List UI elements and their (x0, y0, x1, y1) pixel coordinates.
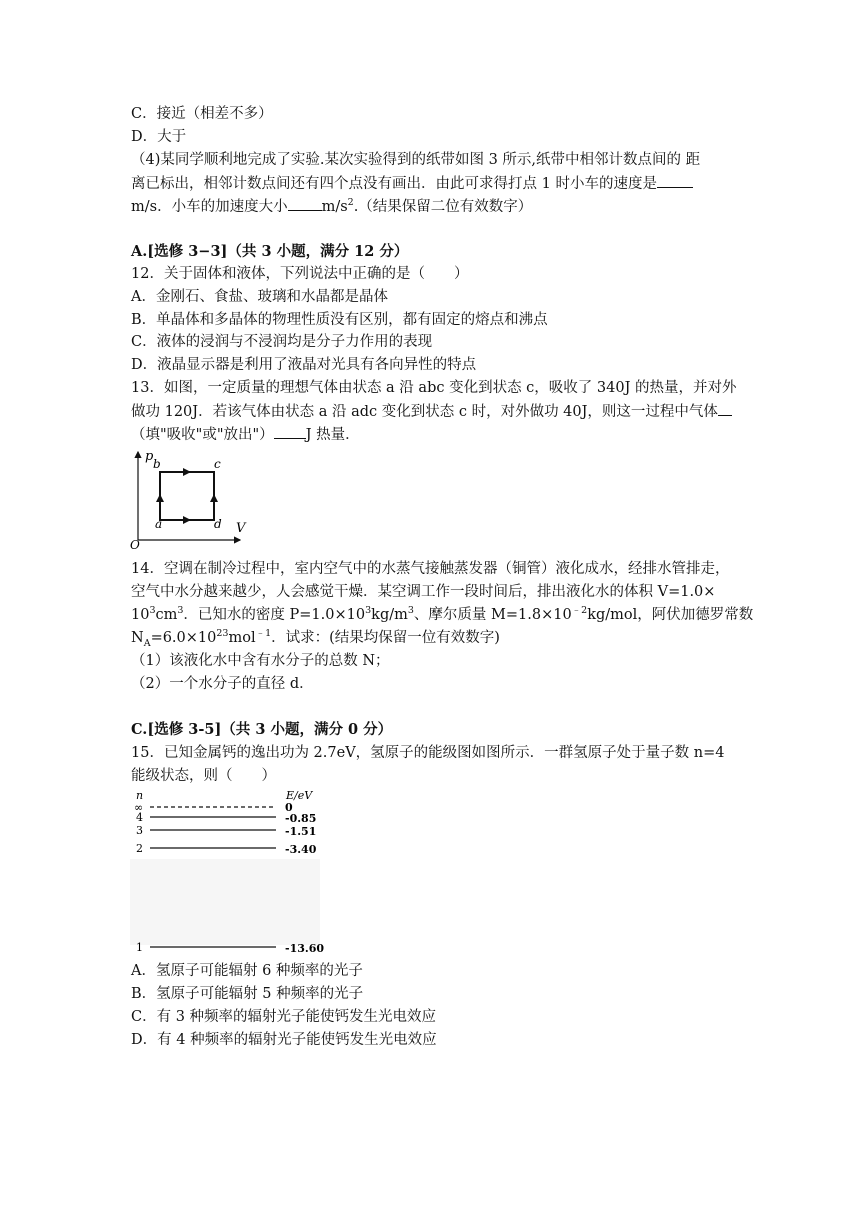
q14-text: N (131, 630, 144, 646)
arrow-ab-icon (156, 494, 164, 502)
q14-text: cm (155, 607, 178, 623)
answer-blank-heat[interactable] (274, 424, 306, 439)
q15-line1: 15．已知金属钙的逸出功为 2.7eV，氢原子的能级图如图所示．一群氢原子处于量子数 n=4 (131, 745, 725, 761)
q11-part4-line3-text-a: m/s．小车的加速度大小 (131, 199, 288, 215)
level-n-3: 3 (136, 824, 143, 837)
level-e-2: -3.40 (285, 843, 317, 856)
q14-line2: 空气中水分越来越少，人会感觉干燥．某空调工作一段时间后，排出液化水的体积 V=1.0× (131, 584, 716, 600)
q11-part4-line2-text: 离已标出，相邻计数点间还有四个点没有画出．由此可求得打点 1 时小车的速度是 (131, 176, 657, 192)
q11-part4-line3 (131, 196, 532, 217)
q15-option-d: D．有 4 种频率的辐射光子能使钙发生光电效应 (131, 1032, 437, 1048)
q15-line2: 能级状态，则（ ） (131, 768, 276, 784)
q14-line4 (131, 628, 500, 648)
q11-option-c: C．接近（相差不多） (131, 106, 273, 122)
axis-label-p: p (145, 449, 154, 464)
q14-line3 (131, 605, 753, 625)
pv-diagram (128, 446, 252, 550)
q14-line1: 14．空调在制冷过程中，室内空气中的水蒸气接触蒸发器（铜管）液化成水，经排水管排走， (131, 561, 730, 577)
q14-exp: 23 (216, 628, 229, 640)
q14-sub1: （1）该液化水中含有水分子的总数 N； (131, 653, 390, 669)
q14-exp: 3 (365, 605, 372, 617)
q12-option-d: D．液晶显示器是利用了液晶对光具有各向异性的特点 (131, 357, 477, 373)
answer-blank-absorb-release[interactable] (718, 401, 732, 416)
q11-part4-line1: （4)某同学顺利地完成了实验.某次实验得到的纸带如图 3 所示,纸带中相邻计数点间的 距 (131, 152, 701, 168)
energy-label: E/eV (286, 789, 313, 802)
answer-blank-velocity[interactable] (657, 173, 693, 188)
q14-exp: ﹣2 (571, 605, 588, 617)
q14-exp: 3 (177, 605, 184, 617)
q15-option-b: B．氢原子可能辐射 5 种频率的光子 (131, 986, 364, 1002)
level-e-infinity: 0 (285, 801, 293, 814)
point-label-d: d (214, 517, 222, 531)
level-n-4: 4 (136, 811, 143, 824)
q12-option-a: A．金刚石、食盐、玻璃和水晶都是晶体 (131, 289, 388, 305)
answer-blank-acceleration[interactable] (288, 196, 322, 211)
q14-text: 10 (131, 607, 150, 623)
level-n-2: 2 (136, 842, 143, 855)
section-a-heading: A.[选修 3−3]（共 3 小题，满分 12 分） (131, 243, 409, 260)
axis-label-v: V (236, 521, 246, 536)
cycle-rectangle (160, 472, 214, 520)
q13-line2-text: 做功 120J．若该气体由状态 a 沿 adc 变化到状态 c 时，对外做功 40J，则这一过程中气体 (131, 404, 718, 420)
q14-exp: ﹣1 (255, 628, 272, 640)
q14-text: ．已知水的密度 P=1.0×10 (183, 607, 366, 623)
level-e-1: -13.60 (285, 942, 325, 955)
q14-exp: 3 (407, 605, 414, 617)
q14-text: ．试求：(结果均保留一位有效数字) (271, 630, 500, 646)
q14-exp: 3 (149, 605, 156, 617)
q14-text: kg/m (371, 607, 408, 623)
level-e-3: -1.51 (285, 825, 317, 838)
point-label-a: a (155, 517, 163, 531)
point-label-c: c (214, 457, 221, 471)
level-e-4: -0.85 (285, 812, 317, 825)
arrow-bc-icon (183, 468, 191, 476)
q13-line3-text-a: （填"吸收"或"放出"） (131, 427, 274, 443)
q14-text: =6.0×10 (150, 630, 217, 646)
q15-option-c: C．有 3 种频率的辐射光子能使钙发生光电效应 (131, 1009, 437, 1025)
q14-subscript: A (143, 637, 151, 649)
q11-part4-unit-exp: 2 (347, 197, 354, 209)
q15-option-a: A．氢原子可能辐射 6 种频率的光子 (131, 963, 363, 979)
origin-label: O (130, 538, 140, 550)
q13-line2 (131, 401, 732, 422)
q13-line1: 13．如图，一定质量的理想气体由状态 a 沿 abc 变化到状态 c，吸收了 340J 的热量，并对外 (131, 380, 737, 396)
q12-stem: 12．关于固体和液体，下列说法中正确的是（ ） (131, 266, 469, 282)
arrow-dc-icon (210, 494, 218, 502)
q14-sub2: （2）一个水分子的直径 d． (131, 676, 314, 692)
energy-level-diagram (130, 787, 330, 959)
q12-option-c: C．液体的浸润与不浸润均是分子力作用的表现 (131, 334, 433, 350)
q13-line3-text-b: J 热量． (305, 427, 360, 443)
section-c-heading: C.[选修 3-5]（共 3 小题，满分 0 分） (131, 721, 393, 738)
q14-text: 、摩尔质量 M=1.8×10 (413, 607, 572, 623)
arrow-ad-icon (183, 516, 191, 524)
point-label-b: b (153, 457, 161, 471)
q13-line3 (131, 424, 360, 445)
n-label: n (136, 789, 144, 802)
q11-option-d: D．大于 (131, 129, 187, 145)
level-n-infinity: ∞ (134, 801, 144, 814)
q11-part4-unit: m/s (321, 199, 348, 215)
q14-text: mol (228, 630, 256, 646)
q12-option-b: B．单晶体和多晶体的物理性质没有区别，都有固定的熔点和沸点 (131, 312, 548, 328)
q11-part4-line2 (131, 173, 693, 194)
diagram-background (130, 859, 320, 945)
q11-part4-line3-text-c: .（结果保留二位有效数字） (353, 199, 533, 215)
q14-text: kg/mol，阿伏加德罗常数 (587, 607, 754, 623)
level-n-1: 1 (136, 941, 143, 954)
